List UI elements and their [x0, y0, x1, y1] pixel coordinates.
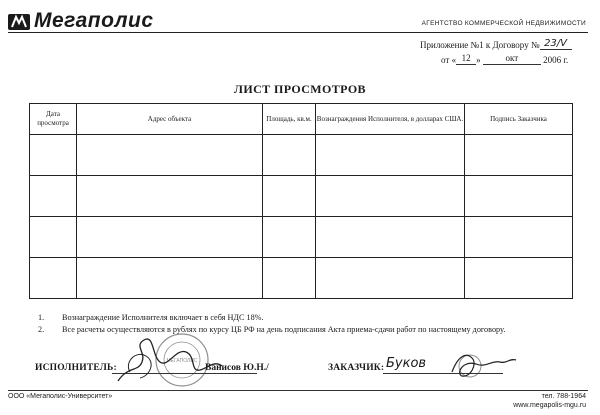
- client-handwritten-name: Буков: [386, 356, 427, 371]
- client-label: ЗАКАЗЧИК:: [328, 363, 385, 373]
- table-cell[interactable]: [263, 176, 316, 217]
- table-cell[interactable]: [465, 176, 573, 217]
- footer-phone: тел. 788-1964: [541, 393, 586, 400]
- footer-company: ООО «Мегаполис-Университет»: [8, 393, 113, 400]
- date-mid: »: [476, 55, 481, 65]
- column-header-area: Площадь, кв.м.: [263, 104, 316, 135]
- note-number: 2.: [38, 325, 45, 334]
- table-row: [30, 217, 573, 258]
- note-number: 1.: [38, 313, 45, 322]
- table-cell[interactable]: [316, 258, 465, 299]
- executor-label: ИСПОЛНИТЕЛЬ:: [35, 363, 117, 373]
- page-title: ЛИСТ ПРОСМОТРОВ: [234, 82, 366, 96]
- date-day: 12: [456, 53, 476, 65]
- table-cell[interactable]: [263, 135, 316, 176]
- table-cell[interactable]: [465, 258, 573, 299]
- executor-signature-line: [112, 373, 257, 374]
- date-prefix: от «: [441, 55, 457, 65]
- table-header-row: [30, 104, 573, 135]
- column-header-date: Дата просмотра: [30, 104, 77, 135]
- table-cell[interactable]: [316, 217, 465, 258]
- svg-text:МЕГАПОЛИС: МЕГАПОЛИС: [166, 358, 198, 364]
- executor-stamp: [156, 334, 208, 386]
- contract-number: 23/V: [540, 38, 572, 50]
- client-signature-line: [383, 373, 503, 374]
- table-cell[interactable]: [30, 258, 77, 299]
- table-cell[interactable]: [316, 176, 465, 217]
- appendix-date: [441, 53, 568, 65]
- table-cell[interactable]: [30, 176, 77, 217]
- date-year: 2006 г.: [543, 55, 569, 65]
- notes-list: [38, 312, 505, 336]
- footer-website[interactable]: www.megapolis-mgu.ru: [513, 402, 586, 409]
- table-cell[interactable]: [77, 176, 263, 217]
- header-divider: [8, 32, 588, 33]
- table-cell[interactable]: [316, 135, 465, 176]
- table-row: [30, 176, 573, 217]
- table-cell[interactable]: [465, 135, 573, 176]
- table-cell[interactable]: [263, 258, 316, 299]
- viewings-table: [29, 103, 573, 299]
- executor-name: Ванисов Ю.Н./: [205, 363, 269, 373]
- table-cell[interactable]: [30, 217, 77, 258]
- appendix-reference: [420, 38, 572, 50]
- table-row: [30, 135, 573, 176]
- table-cell[interactable]: [263, 217, 316, 258]
- table-cell[interactable]: [465, 217, 573, 258]
- logo-icon: [8, 14, 30, 30]
- table-cell[interactable]: [77, 217, 263, 258]
- date-month: окт: [483, 53, 541, 65]
- footer-divider: [8, 390, 588, 391]
- agency-name: АГЕНТСТВО КОММЕРЧЕСКОЙ НЕДВИЖИМОСТИ: [421, 20, 586, 27]
- note-text: Все расчеты осуществляются в рублях по курсу ЦБ РФ на день подписания Акта приема-сдачи работ по настоящему договору.: [62, 325, 506, 334]
- appendix-prefix: Приложение №1 к Договору №: [420, 40, 540, 50]
- executor-signature-loop: [128, 354, 151, 378]
- table-row: [30, 258, 573, 299]
- column-header-fee: Вознаграждения Исполнителя, в долларах США.: [316, 104, 465, 135]
- note-item: [38, 324, 505, 336]
- table-cell[interactable]: [77, 135, 263, 176]
- table-cell[interactable]: [30, 135, 77, 176]
- column-header-signature: Подпись Заказчика: [465, 104, 573, 135]
- logo-text: Мегаполис: [34, 9, 154, 32]
- executor-signature-scribble: [118, 339, 222, 381]
- note-text: Вознаграждение Исполнителя включает в себя НДС 18%.: [62, 313, 264, 322]
- column-header-address: Адрес объекта: [77, 104, 263, 135]
- note-item: [38, 312, 505, 324]
- table-cell[interactable]: [77, 258, 263, 299]
- footer-contacts: [513, 392, 586, 410]
